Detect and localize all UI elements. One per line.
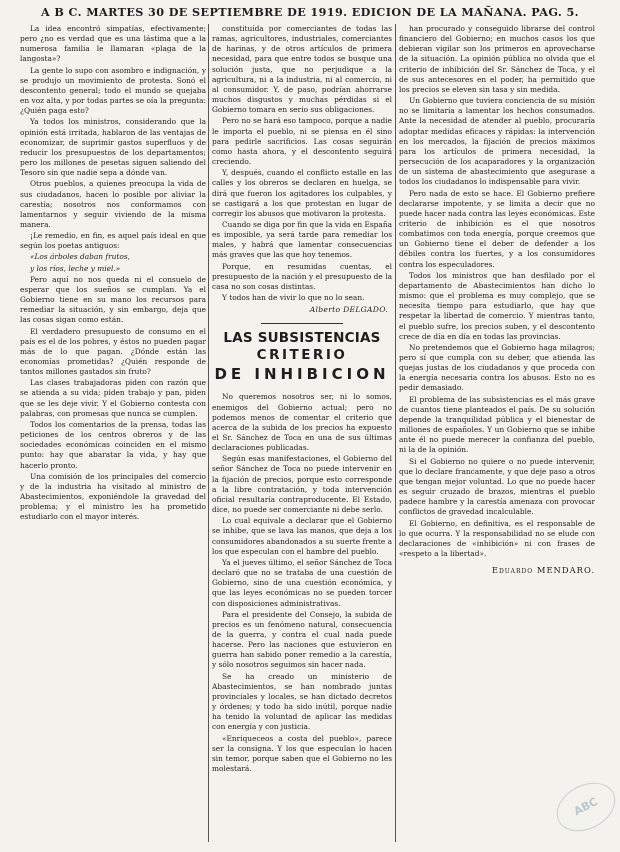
paragraph: Para el presidente del Consejo, la subida de precios es un fenómeno natural, consecuencia de la guerra, y contra el cual nada puede hacerse. Pero las naciones que estuvieron en guerra han sabido poner remedio a la carestía, y sólo nosotros seguimos sin hacer nada. [212, 609, 392, 670]
paragraph: Lo cual equivale a declarar que el Gobierno se inhibe, que se lava las manos, que deja a los consumidores abandonados a su suerte frente a los que especulan con el hambre del pueblo. [212, 516, 392, 556]
divider [261, 323, 344, 324]
paragraph: No pretendemos que el Gobierno haga milagros; pero sí que cumpla con su deber, que atienda las quejas justas de los ciudadanos y que proceda con la energía necesaria contra los abusos. Esto no es pedir demasiado. [399, 342, 595, 393]
paragraph: Pero aquí no nos queda ni el consuelo de esperar que los sueños se cumplan. Ya el Gobierno tiene en su mano los recursos para remediar la situación, y sin embargo, deja que las cosas sigan como están. [20, 274, 206, 325]
paragraph: han procurado y conseguido librarse del control financiero del Gobierno; en muchos casos los que debieran vigilar son los primeros en aprovecharse de la situación. La opinión pública no olvida que el criterio de inhibición del Sr. Sánchez de Toca, y el de sus antecesores en el poder, ha permitido que los precios se eleven sin tasa y sin medida. [399, 24, 595, 94]
paragraph: El verdadero presupuesto de consumo en el país es el de los pobres, y éstos no pueden pagar más de lo que pagan. ¿Dónde están las economías prometidas? ¿Quién responde de tantos millones gastados sin fruto? [20, 326, 206, 377]
paragraph: ¡Le remedio, en fin, es aquel país ideal en que según los poetas antiguos: [20, 231, 206, 251]
headline-line-3: DE INHIBICION [214, 365, 390, 384]
paragraph: Una comisión de los principales del comercio y de la industria ha visitado al ministro de Abastecimientos, exponiéndole la gravedad del problema; y el ministro les ha prometido estudiarlo con el mayor interés. [20, 471, 206, 522]
headline-line-2: CRITERIO [256, 347, 348, 364]
paragraph: La idea encontró simpatías, efectivamente; pero ¿no es verdad que es una lástima que a la numerosa familia le llamaran «plaga de la langosta»? [20, 24, 206, 64]
paragraph: Otros pueblos, a quienes preocupa la vida de sus ciudadanos, hacen lo posible por aliviar la carestía; nosotros nos conformamos con lamentarnos y seguir viviendo de la misma manera. [20, 179, 206, 229]
headline-line-1: LAS SUBSISTENCIAS [223, 330, 381, 347]
signature: Eduardo MENDARO. [491, 565, 595, 576]
paragraph: Ya el jueves último, el señor Sánchez de Toca declaró que no se trataba de una cuestión de Gobierno, sino de una cuestión económica, y que las leyes económicas no se pueden torcer con disposiciones administrativas. [212, 557, 392, 608]
paragraph: El Gobierno, en definitiva, es el responsable de lo que ocurra. Y la responsabilidad no se elude con declaraciones de «inhibición» ni con frases de «respeto a la libertad». [399, 518, 595, 558]
paragraph: Se ha creado un ministerio de Abastecimientos, se han nombrado juntas provinciales y locales, se han dictado decretos y órdenes; y todo ha sido inútil, porque nadie ha tenido la voluntad de aplicar las medidas con energía y con justicia. [212, 671, 392, 732]
paragraph: Las clases trabajadoras piden con razón que se atienda a su vida; piden trabajo y pan, piden que se les deje vivir. Y el Gobierno contesta con palabras, con promesas que nunca se cumplen. [20, 378, 206, 418]
paragraph: Todos los comentarios de la prensa, todas las peticiones de los centros obreros y de las sociedades económicas coinciden en el mismo punto: hay que abaratar la vida, y hay que hacerlo pronto. [20, 419, 206, 470]
paragraph: El problema de las subsistencias es el más grave de cuantos tiene planteados el país. De su solución depende la tranquilidad pública y el bienestar de millones de españoles. Y un Gobierno que se inhibe ante él no puede merecer la confianza del pueblo, ni la de la opinión. [399, 394, 595, 455]
paragraph: Un Gobierno que tuviera conciencia de su misión no se limitaría a lamentar los hechos consumados. Ante la necesidad de atender al pueblo, procuraría adoptar medidas eficaces y rápidas: la intervención en los mercados, la fijación de precios máximos para los artículos de primera necesidad, la persecución de los acaparadores y la organización de un sistema de abastecimiento que asegurase a todos los ciudadanos lo indispensable para vivir. [399, 96, 595, 187]
page-header: A B C. MARTES 30 DE SEPTIEMBRE DE 1919. EDICION DE LA MAÑANA. PAG. 5. [41, 5, 579, 19]
signature: Alberto DELGADO. [309, 305, 388, 315]
paragraph: Y todos han de vivir lo que no lo sean. [222, 293, 365, 303]
headline [212, 330, 392, 384]
column-1 [20, 24, 206, 842]
paragraph: Según esas manifestaciones, el Gobierno del señor Sánchez de Toca no puede intervenir en la fijación de precios, porque esto corresponde a la libre contratación, y toda intervención oficial resultaría contraproducente. El Estado, dice, no puede ser comerciante ni debe serlo. [212, 454, 392, 515]
paragraph: Y, después, cuando el conflicto estalle en las calles y los obreros se declaren en huelga, se dirá que fueron los agitadores los culpables, y se castigará a los que protestan en lugar de corregir los abusos que motivaron la protesta. [212, 168, 392, 218]
verse-line: «Los árboles daban frutos, [30, 252, 130, 262]
paragraph: «Enriqueceos a costa del pueblo», parece ser la consigna. Y los que especulan lo hacen sin temor, porque saben que el Gobierno no les molestará. [212, 733, 392, 773]
paragraph: Porque, en resumidas cuentas, el presupuesto de la nación y el presupuesto de la casa no son cosas distintas. [212, 261, 392, 291]
paragraph: Cuando se diga por fin que la vida en España es imposible, ya será tarde para remediar los males, y habrá que lamentar consecuencias más graves que las que hoy tenemos. [212, 219, 392, 260]
column-rule [395, 24, 396, 842]
paragraph: Todos los ministros que han desfilado por el departamento de Abastecimientos han dicho lo mismo: que el problema es muy complejo, que se necesita tiempo para estudiarlo, que hay que respetar la libertad de comercio. Y mientras tanto, el pueblo sufre, los precios suben, y el descontento crece de día en día en todas las provincias. [399, 270, 595, 341]
column-rule [208, 24, 209, 842]
paragraph: Si el Gobierno no quiere o no puede intervenir, que lo declare francamente, y que deje paso a otros que tengan mejor voluntad. Lo que no puede hacer es seguir cruzado de brazos, mientras el pueblo padece hambre y la carestía amenaza con provocar conflictos de gravedad incalculable. [399, 456, 595, 517]
watermark-text: ABC [571, 794, 600, 819]
paragraph: La gente lo supo con asombro e indignación, y se produjo un movimiento de protesta. Sonó el descontento general; todo el mundo se quejaba en voz alta, y por todas partes se oía la pregunta: ¿Quién paga esto? [20, 65, 206, 116]
column-3 [399, 24, 595, 842]
paragraph: Pero no se hará eso tampoco, porque a nadie le importa el pueblo, ni se piensa en él sino para pedirle sacrificios. Las cosas seguirán como hasta ahora, y el descontento seguirá creciendo. [212, 116, 392, 167]
paragraph: Pero nada de esto se hace. El Gobierno prefiere declararse impotente, y se limita a decir que no puede hacer nada contra las leyes económicas. Este criterio de inhibición es el que nosotros combatimos con toda energía, porque creemos que un Gobierno tiene el deber de defender a los débiles contra los fuertes, y a los consumidores contra los especuladores. [399, 188, 595, 269]
verse-line: y los ríos, leche y miel.» [30, 263, 121, 273]
column-2 [212, 24, 392, 842]
paragraph: No queremos nosotros ser, ni lo somos, enemigos del Gobierno actual; pero no podemos menos de comentar el criterio que acerca de la subida de los precios ha expuesto el Sr. Sánchez de Toca en una de sus últimas declaraciones publicadas. [212, 392, 392, 453]
paragraph: Ya todos los ministros, considerando que la opinión está irritada, hablaron de las ventajas de economizar, de suprimir gastos superfluos y de reducir los presupuestos de los departamentos; pero los millones de pesetas siguen saliendo del Tesoro sin que nadie sepa a dónde van. [20, 117, 206, 178]
paragraph: constituída por comerciantes de todas las ramas, agricultores, industriales, comerciantes de harinas, y de otros artículos de primera necesidad, para que entre todos se busque una solución justa, que no perjudique a la agricultura, ni a la industria, ni al comercio, ni al consumidor. Y, de paso, podrían ahorrarse muchos disgustos y muchas pérdidas si el Gobierno tomara en serio sus obligaciones. [212, 24, 392, 115]
